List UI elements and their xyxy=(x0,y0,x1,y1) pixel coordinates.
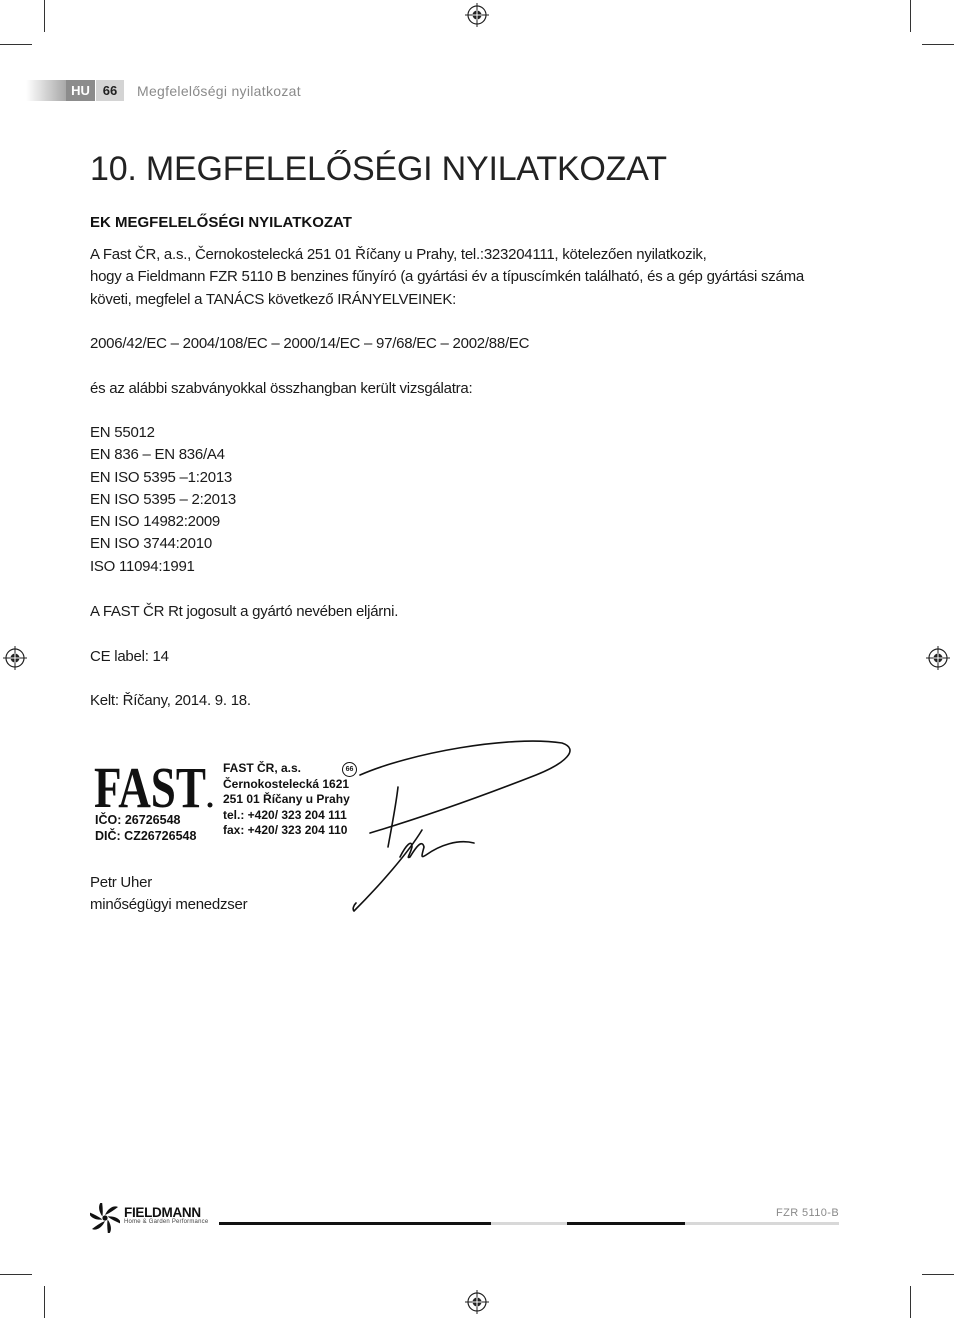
stamp-city: 251 01 Říčany u Prahy xyxy=(223,792,350,807)
standards-list xyxy=(90,422,236,578)
footer-rule-light xyxy=(491,1222,567,1225)
standards-intro: és az alábbi szabványokkal összhangban került vizsgálatra: xyxy=(90,380,473,397)
authority-statement: A FAST ČR Rt jogosult a gyártó nevében eljárni. xyxy=(90,603,399,620)
list-item: EN ISO 3744:2010 xyxy=(90,535,212,553)
crop-mark xyxy=(922,44,954,45)
stamp-street: Černokostelecká 1621 xyxy=(223,776,350,791)
declaration-line: hogy a Fieldmann FZR 5110 B benzines fűnyíró (a gyártási év a típuscímkén található, és a gép gyártási száma xyxy=(90,268,804,286)
section-subtitle: EK MEGFELELŐSÉGI NYILATKOZAT xyxy=(90,214,352,231)
page-title: 10. MEGFELELŐSÉGI NYILATKOZAT xyxy=(90,150,667,188)
running-header-title: Megfelelőségi nyilatkozat xyxy=(137,83,301,99)
fieldmann-fan-icon xyxy=(90,1203,120,1233)
registration-mark-icon xyxy=(926,646,950,670)
crop-mark xyxy=(910,0,911,32)
stamp-company: FAST ČR, a.s. xyxy=(223,761,302,775)
stamp-ids xyxy=(95,812,196,844)
declaration-line: A Fast ČR, a.s., Černokostelecká 251 01 Říčany u Prahy, tel.:323204111, kötelezően nyilatkozik, xyxy=(90,246,707,263)
crop-mark xyxy=(44,0,45,32)
stamp-address xyxy=(223,761,350,839)
declaration-line: követi, megfelel a TANÁCS következő IRÁNYELVEINEK: xyxy=(90,290,456,308)
footer-rule-light xyxy=(685,1222,839,1225)
list-item: EN 836 – EN 836/A4 xyxy=(90,446,225,464)
crop-mark xyxy=(910,1286,911,1318)
declaration-paragraph xyxy=(90,244,804,311)
list-item: EN 55012 xyxy=(90,424,155,441)
footer-rule-dark xyxy=(219,1222,491,1225)
registration-mark-icon xyxy=(465,3,489,27)
stamp-tel: tel.: +420/ 323 204 111 xyxy=(223,807,347,822)
directives-list: 2006/42/EC – 2004/108/EC – 2000/14/EC – 97/68/EC – 2002/88/EC xyxy=(90,335,530,352)
stamp-ico: IČO: 26726548 xyxy=(95,813,181,827)
registration-mark-icon xyxy=(465,1290,489,1314)
ce-label: CE label: 14 xyxy=(90,648,169,665)
crop-mark xyxy=(0,44,32,45)
brand-name: FIELDMANN xyxy=(124,1205,201,1220)
fast-logo-text: FAST xyxy=(94,761,206,809)
stamp-fax: fax: +420/ 323 204 110 xyxy=(223,823,348,838)
list-item: ISO 11094:1991 xyxy=(90,557,195,575)
crop-mark xyxy=(44,1286,45,1318)
stamp-circle-mark: 66 xyxy=(342,762,357,777)
brand-tagline: Home & Garden Performance xyxy=(124,1219,209,1225)
page-number: 66 xyxy=(96,80,124,101)
signer-block xyxy=(90,872,247,917)
header-gradient-bar xyxy=(26,80,66,101)
fast-logo-icon xyxy=(94,761,214,809)
crop-mark xyxy=(0,1274,32,1275)
crop-mark xyxy=(922,1274,954,1275)
date-place: Kelt: Říčany, 2014. 9. 18. xyxy=(90,692,251,709)
stamp-dic: DIČ: CZ26726548 xyxy=(95,829,197,843)
list-item: EN ISO 5395 –1:2013 xyxy=(90,468,233,486)
signer-name: Petr Uher xyxy=(90,874,152,891)
model-number: FZR 5110-B xyxy=(776,1207,840,1219)
signer-role: minőségügyi menedzser xyxy=(90,896,248,914)
registration-mark-icon xyxy=(3,646,27,670)
language-badge: HU xyxy=(66,80,95,101)
signature-icon xyxy=(340,735,580,915)
list-item: EN ISO 14982:2009 xyxy=(90,513,221,531)
footer-rule-dark xyxy=(567,1222,685,1225)
list-item: EN ISO 5395 – 2:2013 xyxy=(90,490,236,508)
